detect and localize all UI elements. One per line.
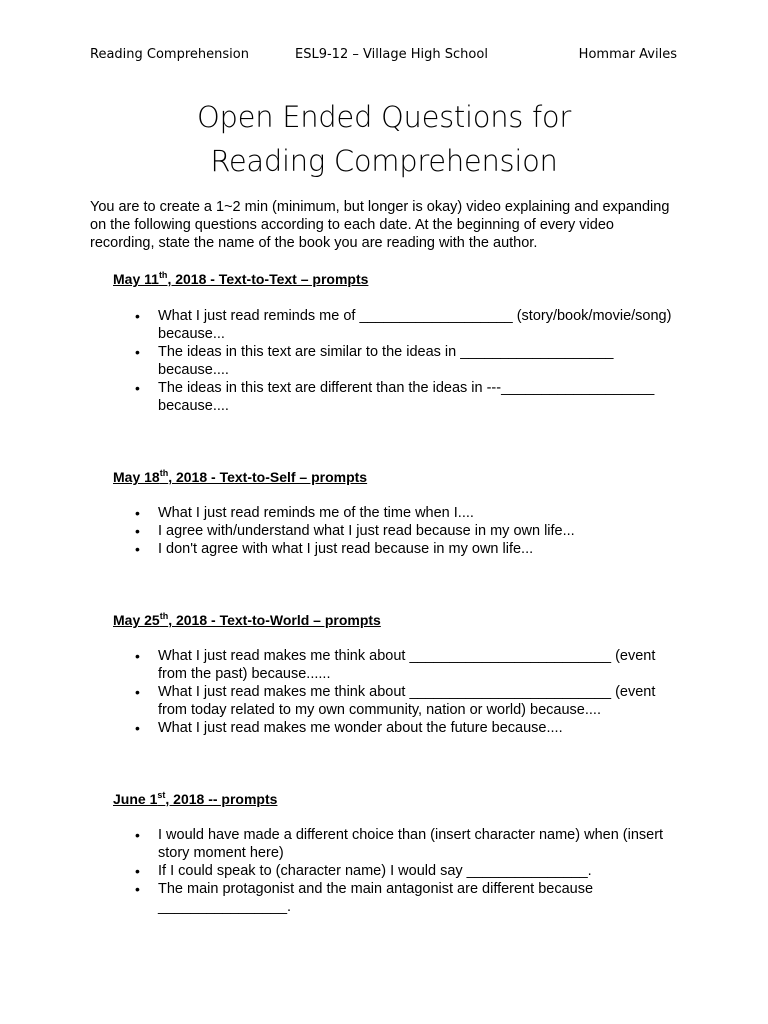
bullet-icon: •	[135, 523, 140, 539]
section-june-prompts	[113, 790, 693, 916]
bullet-icon: •	[135, 720, 140, 736]
list-item: • What I just read makes me wonder about the future because....	[135, 720, 563, 736]
bullet-icon: •	[135, 827, 140, 843]
bullet-icon: •	[135, 505, 140, 521]
prompt-list	[113, 504, 693, 558]
bullet-icon: •	[135, 863, 140, 879]
list-item: • The ideas in this text are different than the ideas in ---___________________ because....	[135, 380, 655, 414]
prompt-list	[113, 647, 693, 737]
list-item: • What I just read reminds me of the time when I....	[135, 505, 474, 521]
list-item: • The ideas in this text are similar to the ideas in ___________________ because....	[135, 344, 614, 378]
list-item: • I agree with/understand what I just read because in my own life...	[135, 523, 575, 539]
title-line-1: Open Ended Questions for	[197, 100, 571, 134]
list-item: • What I just read reminds me of ___________________ (story/book/movie/song) because...	[135, 308, 672, 342]
intro-paragraph: You are to create a 1~2 min (minimum, but longer is okay) video explaining and expanding on the following questions according to each date. At the beginning of every video recording, state the name of the book you are reading with the author.	[90, 199, 670, 251]
section-heading: May 25th, 2018 - Text-to-World – prompts	[113, 611, 381, 628]
bullet-icon: •	[135, 648, 140, 664]
page-title	[0, 95, 768, 183]
bullet-icon: •	[135, 541, 140, 557]
bullet-icon: •	[135, 881, 140, 897]
bullet-icon: •	[135, 344, 140, 360]
list-item: • I don't agree with what I just read because in my own life...	[135, 541, 534, 557]
section-heading: May 11th, 2018 - Text-to-Text – prompts	[113, 270, 369, 287]
section-text-to-text	[113, 270, 693, 415]
title-line-2: Reading Comprehension	[210, 144, 558, 178]
list-item: • What I just read makes me think about _________________________ (event from today related to my own community, nation or world) because....	[135, 684, 656, 718]
bullet-icon: •	[135, 380, 140, 396]
prompt-list	[113, 826, 693, 916]
header-author: Hommar Aviles	[578, 47, 677, 62]
list-item: • What I just read makes me think about _________________________ (event from the past) because......	[135, 648, 656, 682]
section-text-to-world	[113, 611, 693, 737]
prompt-list	[113, 307, 693, 415]
list-item: • I would have made a different choice than (insert character name) when (insert story moment here)	[135, 827, 664, 861]
section-text-to-self	[113, 468, 693, 558]
section-heading: May 18th, 2018 - Text-to-Self – prompts	[113, 468, 368, 485]
bullet-icon: •	[135, 684, 140, 700]
header-school: ESL9-12 – Village High School	[295, 47, 488, 62]
list-item: • If I could speak to (character name) I would say _______________.	[135, 863, 592, 879]
bullet-icon: •	[135, 308, 140, 324]
list-item: • The main protagonist and the main antagonist are different because ________________.	[135, 881, 594, 915]
section-heading: June 1st, 2018 -- prompts	[113, 790, 278, 807]
header-course: Reading Comprehension	[90, 47, 249, 62]
